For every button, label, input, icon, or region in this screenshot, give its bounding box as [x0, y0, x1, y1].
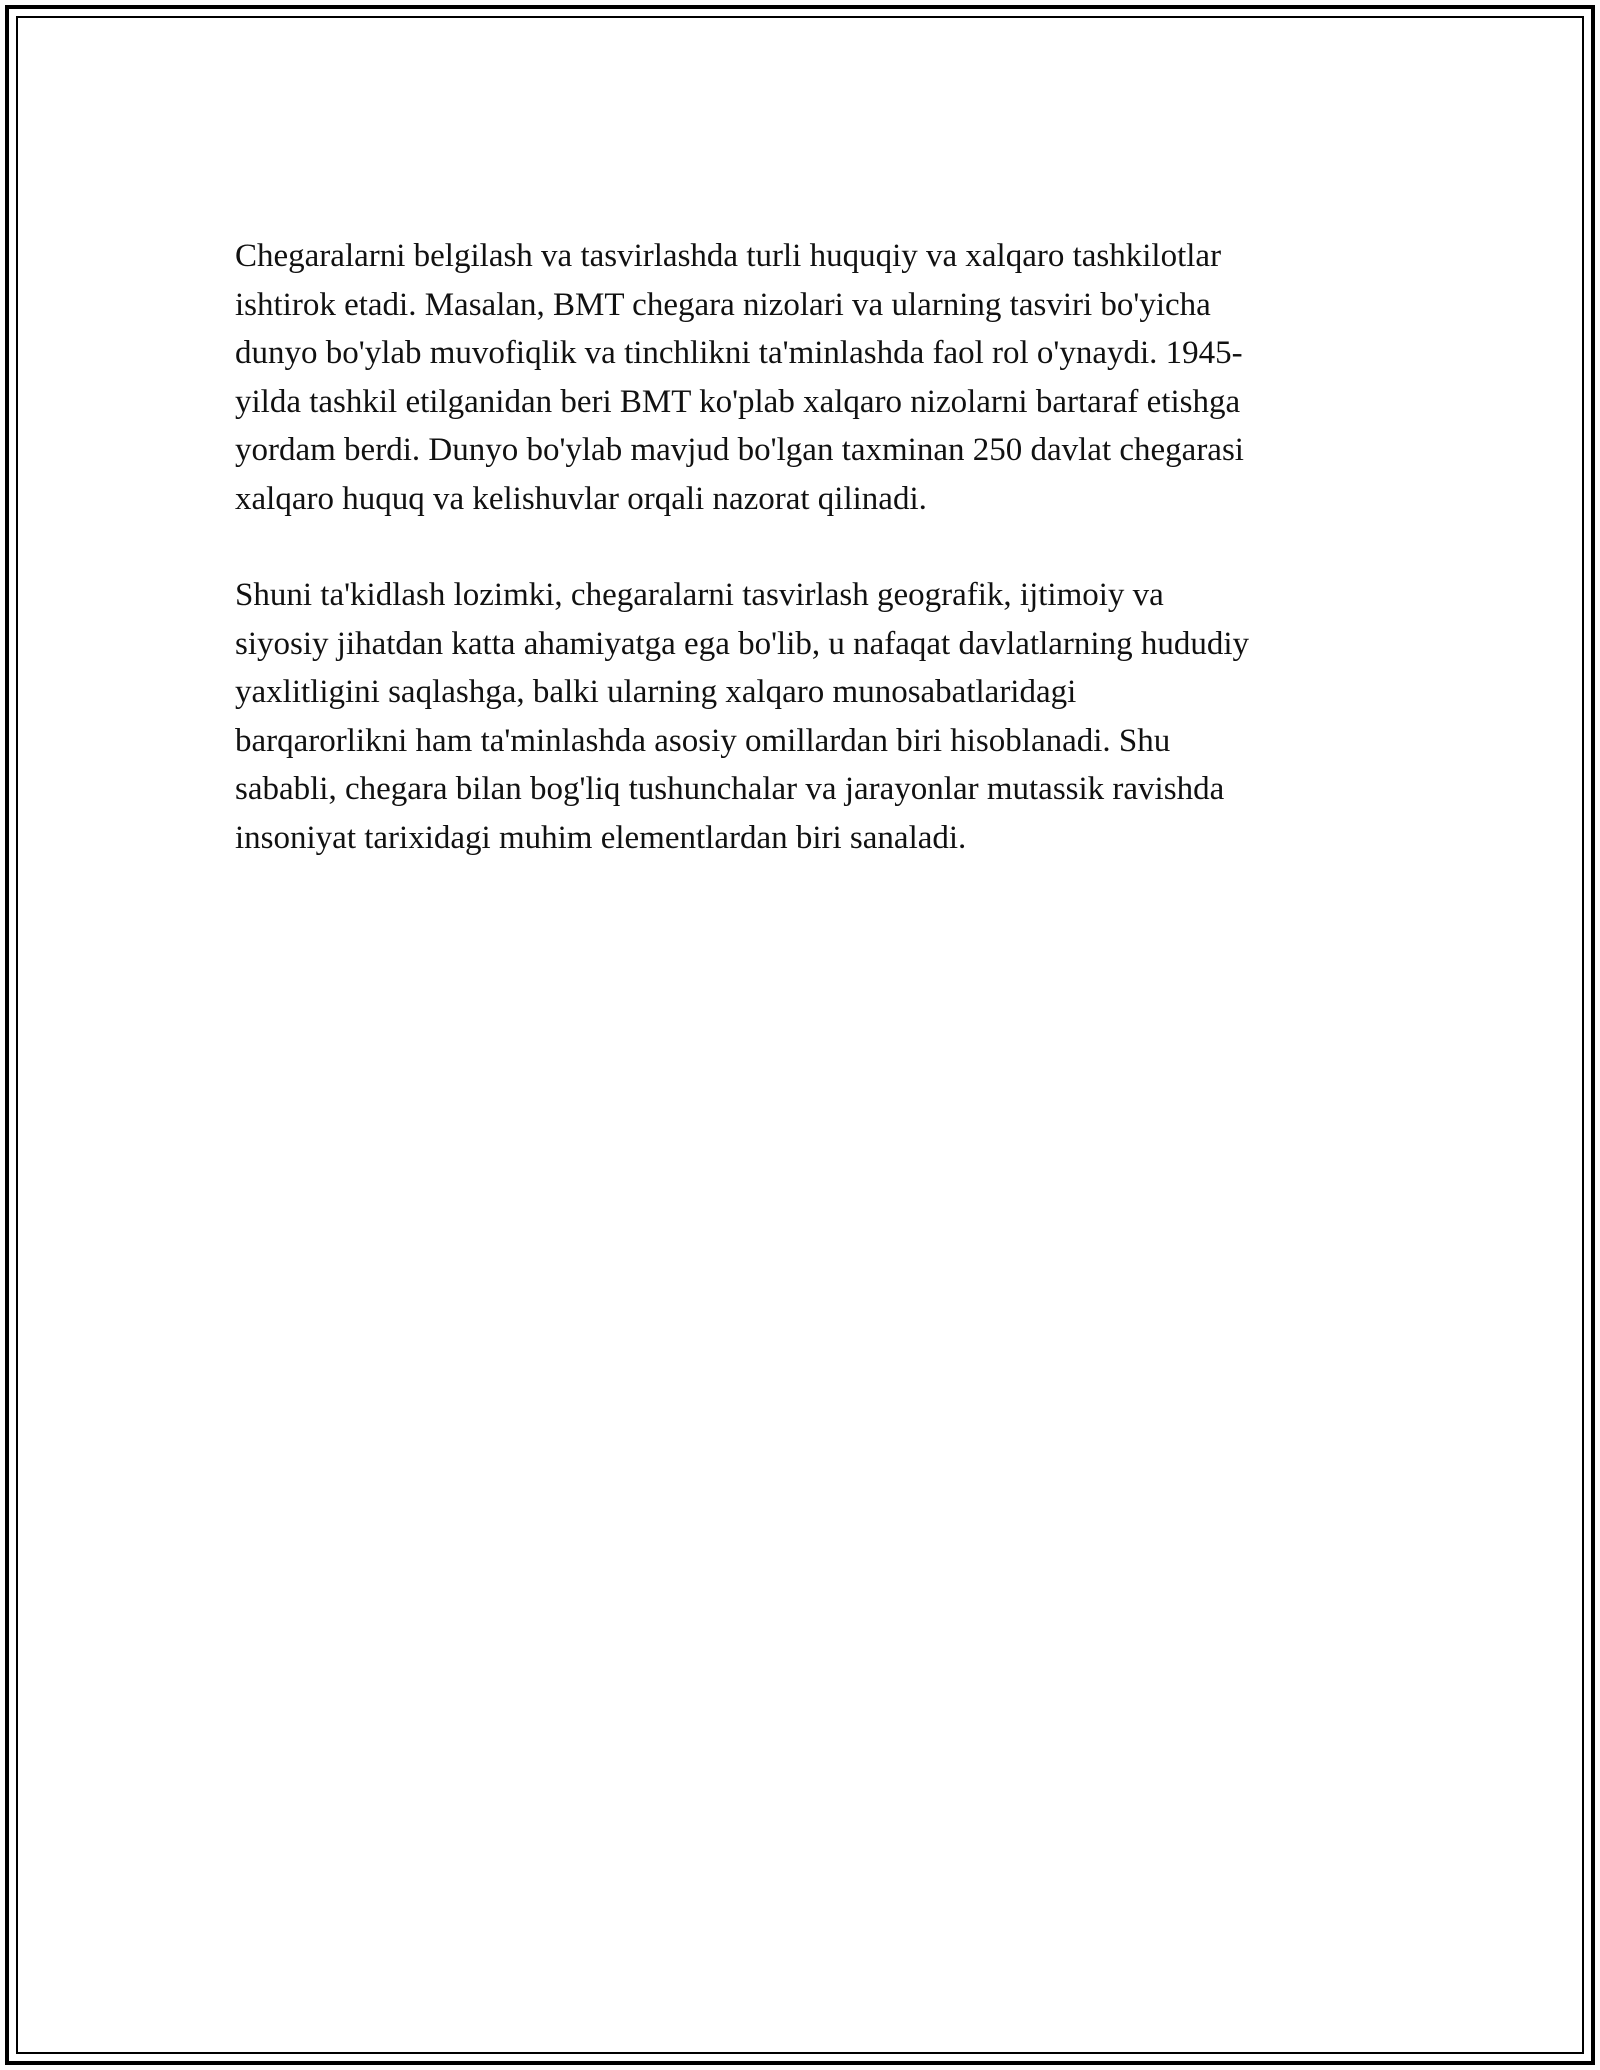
text-line: yilda tashkil etilganidan beri BMT ko'plab xalqaro nizolarni bartaraf etishga — [235, 383, 1241, 420]
text-line: yaxlitligini saqlashga, balki ularning xalqaro munosabatlaridagi — [235, 674, 1077, 710]
text-line: xalqaro huquq va kelishuvlar orqali nazorat qilinadi. — [235, 480, 927, 517]
text-line: yordam berdi. Dunyo bo'ylab mavjud bo'lgan taxminan 250 davlat chegarasi — [235, 432, 1244, 468]
text-line: dunyo bo'ylab muvofiqlik va tinchlikni ta'minlashda faol rol o'ynaydi. 1945- — [235, 335, 1243, 371]
paragraph-2 — [235, 571, 1375, 862]
text-line: Shuni ta'kidlash lozimki, chegaralarni tasvirlash geografik, ijtimoiy va — [235, 577, 1164, 613]
text-line: Chegaralarni belgilash va tasvirlashda turli huquqiy va xalqaro tashkilotlar — [235, 238, 1222, 274]
text-line: ishtirok etadi. Masalan, BMT chegara nizolari va ularning tasviri bo'yicha — [235, 286, 1211, 323]
text-line: sababli, chegara bilan bog'liq tushunchalar va jarayonlar mutassik ravishda — [235, 771, 1225, 807]
text-line: siyosiy jihatdan katta ahamiyatga ega bo'lib, u nafaqat davlatlarning hududiy — [235, 625, 1249, 662]
paragraph-1 — [235, 232, 1375, 523]
text-line: barqarorlikni ham ta'minlashda asosiy omillardan biri hisoblanadi. Shu — [235, 722, 1171, 759]
text-line: insoniyat tarixidagi muhim elementlardan biri sanaladi. — [235, 819, 967, 856]
document-body — [235, 232, 1375, 910]
